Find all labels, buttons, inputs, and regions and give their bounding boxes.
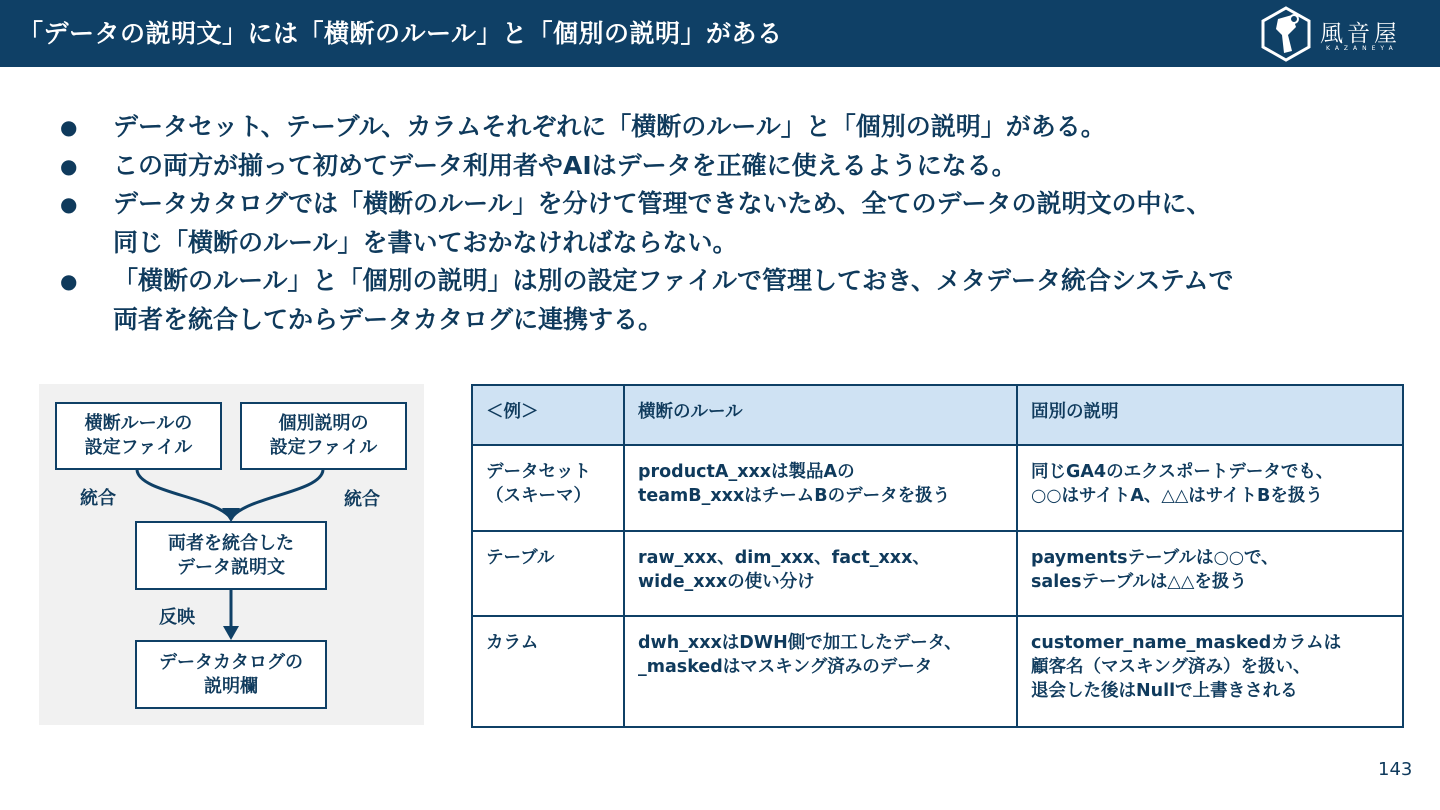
logo-mark-icon (1258, 5, 1314, 63)
logo-name: 風音屋 (1320, 21, 1401, 47)
logo-subtitle: KAZANEYA (1326, 45, 1398, 52)
bullet-item (60, 147, 1400, 186)
row-label-cell (472, 445, 624, 531)
bullet-text: 「横断のルール」と「個別の説明」は別の設定ファイルで管理しておき、メタデータ統合システムで (113, 266, 1234, 295)
box-text: 横断ルールの (84, 413, 193, 434)
cell-line: dwh_xxxはDWH側で加工したデータ、 (638, 633, 962, 653)
cell-line: テーブル (486, 548, 555, 568)
row-label-cell (472, 531, 624, 616)
rule-cell (624, 616, 1017, 727)
reflect-label: 反映 (159, 607, 195, 628)
cell-line: salesテーブルは△△を扱う (1031, 572, 1247, 592)
cell-line: カラム (486, 633, 539, 653)
slide-header (0, 0, 1440, 67)
bullet-dot-icon: ● (60, 115, 78, 139)
table-row (472, 616, 1403, 727)
box-text: データ説明文 (177, 556, 285, 578)
merge-arrowhead (222, 508, 240, 522)
cell-line: データセット (486, 462, 591, 482)
merge-arrow-right (233, 470, 323, 516)
box-text: 設定ファイル (269, 437, 378, 458)
header-cell-example: ＜例＞ (472, 385, 624, 445)
cell-line: 顧客名（マスキング済み）を扱い、 (1031, 657, 1311, 677)
individual-cell (1017, 616, 1403, 727)
table-header-row (472, 385, 1403, 445)
bullet-text: データセット、テーブル、カラムそれぞれに「横断のルール」と「個別の説明」がある。 (113, 112, 1106, 141)
cell-line: （スキーマ） (486, 486, 591, 506)
merge-label-right: 統合 (344, 489, 380, 510)
cell-line: teamB_xxxはチームBのデータを扱う (638, 486, 951, 506)
catalog-field-box (135, 640, 327, 709)
header-cell-rule: 横断のルール (624, 385, 1017, 445)
row-label-cell (472, 616, 624, 727)
cell-line: 退会した後はNullで上書きされる (1031, 681, 1298, 701)
bullet-text: データカタログでは「横断のルール」を分けて管理できないため、全てのデータの説明文の中に、 (113, 189, 1212, 218)
rule-cell (624, 531, 1017, 616)
individual-config-box (240, 402, 407, 470)
flow-diagram (39, 384, 424, 725)
bullet-item (60, 262, 1400, 339)
cell-line: 同じGA4のエクスポートデータでも、 (1031, 462, 1334, 482)
bullet-item (60, 185, 1400, 262)
box-text: 設定ファイル (84, 437, 193, 458)
slide-title: 「データの説明文」には「横断のルール」と「個別の説明」がある (18, 19, 783, 48)
bullet-list (60, 108, 1400, 339)
cell-line: raw_xxx、dim_xxx、fact_xxx、 (638, 548, 930, 568)
table-row (472, 445, 1403, 531)
cell-line: paymentsテーブルは○○で、 (1031, 548, 1279, 568)
bullet-item (60, 108, 1400, 147)
bullet-dot-icon: ● (60, 153, 78, 178)
page-number: 143 (1378, 759, 1413, 780)
individual-cell (1017, 445, 1403, 531)
bullet-text: 同じ「横断のルール」を書いておかなければならない。 (113, 227, 738, 257)
merge-arrow-left (137, 470, 229, 516)
cell-line: customer_name_maskedカラムは (1031, 633, 1342, 653)
cell-line: _maskedはマスキング済みのデータ (638, 657, 933, 677)
bullet-dot-icon: ● (60, 192, 78, 216)
bullet-text: この両方が揃って初めてデータ利用者やAIはデータを正確に使えるようになる。 (113, 150, 1017, 180)
example-table (471, 384, 1404, 728)
individual-cell (1017, 531, 1403, 616)
cell-line: wide_xxxの使い分け (638, 572, 815, 592)
cell-line: ○○はサイトA、△△はサイトBを扱う (1031, 486, 1323, 506)
bullet-dot-icon: ● (60, 269, 78, 293)
merged-description-box (135, 521, 327, 590)
box-text: 個別説明の (278, 413, 369, 434)
rules-config-box (55, 402, 222, 470)
header-cell-individual: 固別の説明 (1017, 385, 1403, 445)
bullet-text: 両者を統合してからデータカタログに連携する。 (113, 304, 664, 334)
box-text: 両者を統合した (168, 532, 294, 554)
box-text: データカタログの (159, 651, 303, 673)
kazaneya-logo (1258, 5, 1428, 63)
cell-line: productA_xxxは製品Aの (638, 462, 855, 482)
box-text: 説明欄 (204, 675, 258, 697)
reflect-arrowhead (223, 626, 239, 640)
merge-label-left: 統合 (80, 488, 116, 509)
table-row (472, 531, 1403, 616)
rule-cell (624, 445, 1017, 531)
